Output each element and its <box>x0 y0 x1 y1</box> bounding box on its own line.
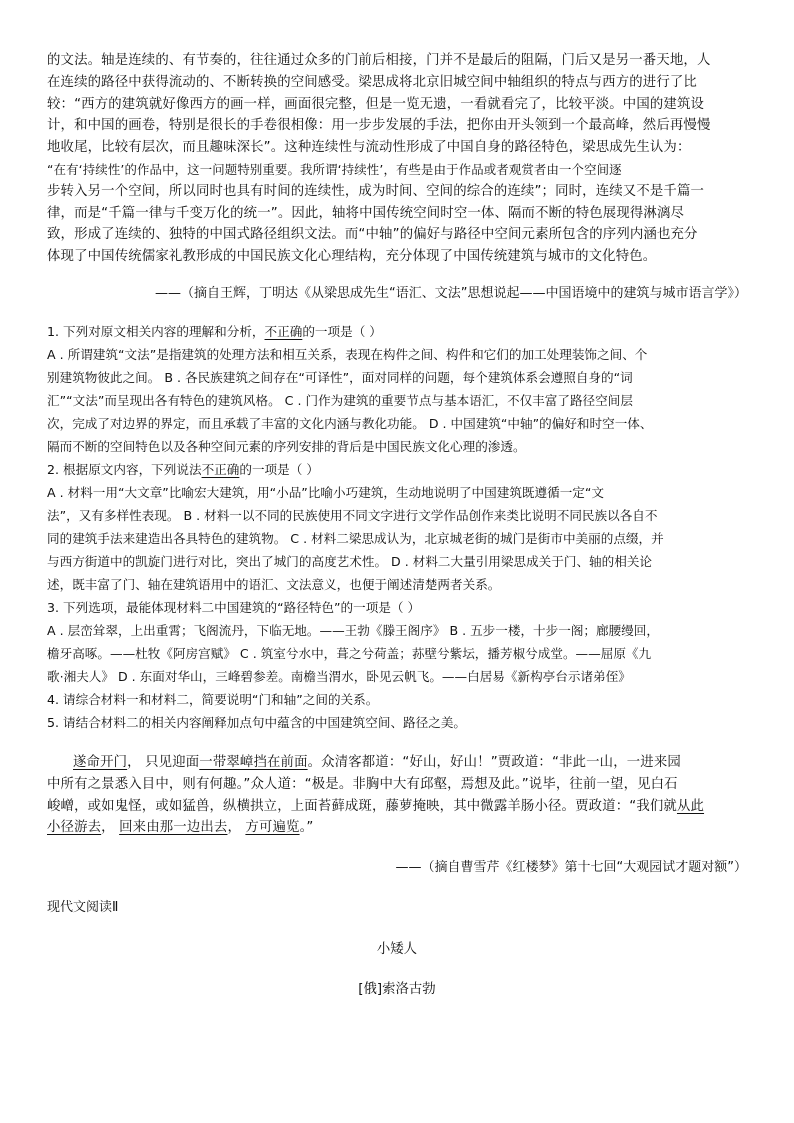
story-title: 小矮人 <box>376 942 418 958</box>
question-2-options: 法”，又有多样性表现。 B . 材料一以不同的民族使用不同文字进行文学作品创作来类比说明不同民族以各自不 <box>47 507 658 523</box>
question-5: 5. 请结合材料二的相关内容阐释加点句中蕴含的中国建筑空间、路径之美。 <box>47 714 467 730</box>
question-1-options: 汇”“文法”而呈现出各有特色的建筑风格。 C . 门作为建筑的重要节点与基本语汇，不仅丰富了路径空间层 <box>47 392 633 408</box>
section-label: 现代文阅读Ⅱ <box>47 900 119 916</box>
passage-line: 步转入另一个空间，所以同时也具有时间的连续性，成为时间、空间的综合的连续”；同时，连续又不是千篇一 <box>47 183 705 199</box>
document-page <box>47 50 747 1001</box>
excerpt-text: 峻嶒，或如鬼怪，或如猛兽，纵横拱立，上面苔藓成斑，藤萝掩映，其中微露羊肠小径。贾政道：“我们就 <box>47 798 677 814</box>
passage-line: 体现了中国传统儒家礼教形成的中国民族文化心理结构，充分体现了中国传统建筑与城市的文化特色。 <box>47 249 657 265</box>
question-1 <box>47 320 747 343</box>
excerpt-line <box>47 817 747 839</box>
question-1-options: A . 所谓建筑“文法”是指建筑的处理方法和相互关系，表现在构件之间、构件和它们的加工处理装饰之间、个 <box>47 346 648 362</box>
passage-line: 地收尾，比较有层次，而且趣味深长”。这种连续性与流动性形成了中国自身的路径特色，梁思成先生认为： <box>47 140 691 156</box>
question-2 <box>47 458 747 481</box>
passage-line: 律，而是“千篇一律与千变万化的统一”。因此，轴将中国传统空间时空一体、隔而不断的特色展现得淋漓尽 <box>47 205 685 221</box>
question-2-options: 与西方街道中的凯旋门进行对比，突出了城门的高度艺术性。 D . 材料二大量引用梁思成关于门、轴的相关论 <box>47 553 653 569</box>
question-2-stem-end: 的一项是（ ） <box>239 461 319 477</box>
passage-line: 的文法。轴是连续的、有节奏的，往往通过众多的门前后相接，门并不是最后的阻隔，门后又是另一番天地，人 <box>47 53 711 68</box>
material-two-source: ——（摘自王辉，丁明达《从梁思成先生“语汇、文法”思想说起——中国语境中的建筑与城市语言学》） <box>155 285 747 301</box>
dotted-sentence: 小径游去 <box>47 820 102 836</box>
emphasis-underline: 不正确 <box>264 323 303 339</box>
question-1-options: 别建筑物彼此之间。 B . 各民族建筑之间存在“可译性”，面对同样的问题，每个建筑体系会遵照自身的“词 <box>47 369 633 385</box>
excerpt-text: 。众清客都道：“好山，好山！”贾政道：“非此一山，一进来园 <box>307 754 681 770</box>
dotted-sentence: 方可遍览 <box>245 820 300 836</box>
emphasis-underline: 不正确 <box>201 461 240 477</box>
question-1-stem: 1. 下列对原文相关内容的理解和分析， <box>47 323 265 339</box>
question-2-options: 述，既丰富了门、轴在建筑语用中的语汇、文法意义，也便于阐述清楚两者关系。 <box>47 576 501 592</box>
passage-line: “在有‘持续性’的作品中，这一问题特别重要。我所谓‘持续性’，有些是由于作品或者观赏者由一个空间逐 <box>47 161 622 177</box>
question-2-options: A . 材料一用“大文章”比喻宏大建筑，用“小品”比喻小巧建筑，生动地说明了中国建筑既遵循一定“文 <box>47 484 604 500</box>
hongloumeng-excerpt <box>47 752 747 839</box>
question-3: 3. 下列选项，最能体现材料二中国建筑的“路径特色”的一项是（ ） <box>47 599 421 615</box>
dotted-sentence: 遂命开门 <box>73 754 128 770</box>
passage-line: 致，形成了连续的、独特的中国式路径组织文法。而“中轴”的偏好与路径中空间元素所包含的序列内涵也充分 <box>47 227 698 243</box>
question-3-options: 檐牙高啄。——杜牧《阿房宫赋》 C . 筑室兮水中，葺之兮荷盖；荪壁兮紫坛，播芳椒兮成堂。——屈原《九 <box>47 645 652 661</box>
question-4: 4. 请综合材料一和材料二，简要说明“门和轴”之间的关系。 <box>47 691 379 707</box>
question-1-options: 隔而不断的空间特色以及各种空间元素的序列安排的背后是中国民族文化心理的渗透。 <box>47 438 526 454</box>
dotted-sentence: 一带翠嶂挡在前面 <box>199 754 308 770</box>
passage-line: 在连续的路径中获得流动的、不断转换的空间感受。梁思成将北京旧城空间中轴组织的特点与西方的进行了比 <box>47 74 697 90</box>
material-two-passage <box>47 50 747 268</box>
story-author: [俄]索洛古勃 <box>358 982 436 998</box>
excerpt-text: ， <box>101 820 120 836</box>
question-1-stem-end: 的一项是（ ） <box>302 323 382 339</box>
passage-line: 较：“西方的建筑就好像西方的画一样，画面很完整，但是一览无遗，一看就看完了，比较平淡。中国的建筑设 <box>47 96 705 112</box>
dotted-sentence: 回来由那一边出去 <box>119 820 228 836</box>
excerpt-text: 。” <box>299 820 314 836</box>
question-3-options: 歌·湘夫人》 D . 东面对华山，三峰碧参差。南檐当渭水，卧见云帆飞。——白居易《新构亭台示诸弟侄》 <box>47 668 631 684</box>
excerpt-line <box>47 796 747 818</box>
excerpt-text: ， 只见迎面 <box>127 754 200 770</box>
question-3-options: A . 层峦耸翠，上出重霄；飞阁流丹，下临无地。——王勃《滕王阁序》 B . 五步一楼，十步一阁；廊腰缦回， <box>47 622 659 638</box>
question-2-options: 同的建筑手法来建造出各具特色的建筑物。 C . 材料二梁思成认为，北京城老街的城门是街市中美丽的点缀，并 <box>47 530 664 546</box>
dotted-sentence: 从此 <box>676 798 705 814</box>
excerpt-text: ， <box>227 820 246 836</box>
passage-line: 计，和中国的画卷，特别是很长的手卷很相像：用一步步发展的手法，把你由开头领到一个最高峰，然后再慢慢 <box>47 118 711 134</box>
excerpt-line: 中所有之景悉入目中，则有何趣。”众人道：“极是。非胸中大有邱壑，焉想及此。”说毕，往前一望，见白石 <box>47 776 678 792</box>
question-1-options: 次，完成了对边界的界定，而且承载了丰富的文化内涵与教化功能。 D . 中国建筑“中轴”的偏好和时空一体、 <box>47 415 653 431</box>
excerpt-source: ——（摘自曹雪芹《红楼梦》第十七回“大观园试才题对额”） <box>395 860 747 876</box>
question-list <box>47 320 747 734</box>
question-2-stem: 2. 根据原文内容，下列说法 <box>47 461 202 477</box>
excerpt-line <box>47 752 747 774</box>
